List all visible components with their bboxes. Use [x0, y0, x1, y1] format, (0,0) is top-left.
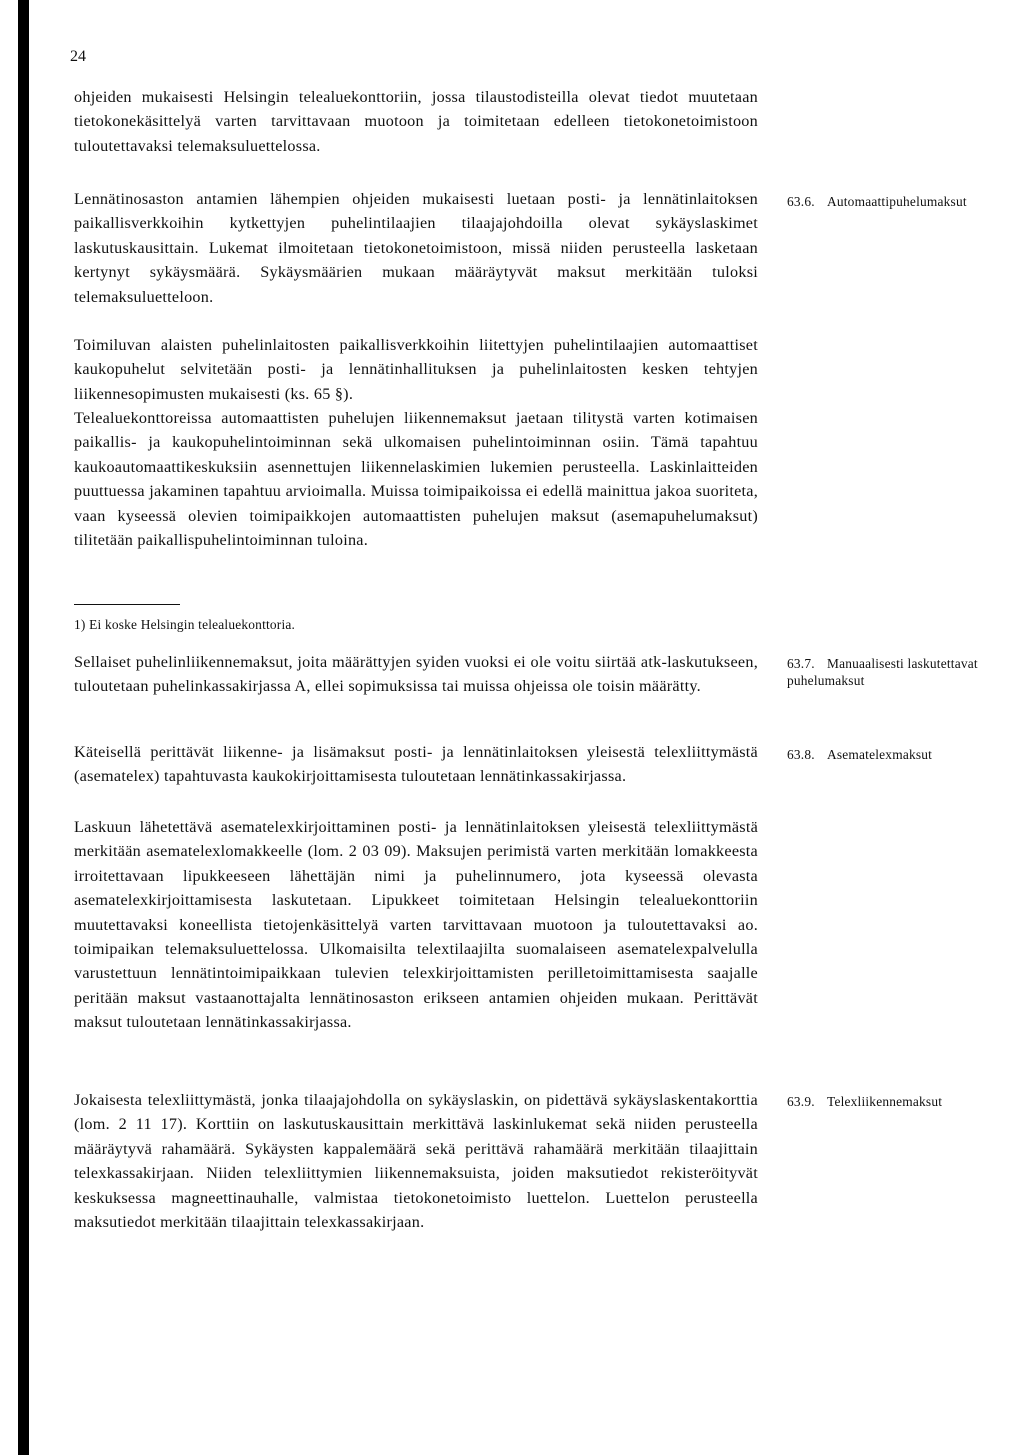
paragraph-automatic-call-fees: Lennätinosaston antamien lähempien ohjeiden mukaisesti luetaan posti- ja lennätinlaitoksen paikallisverkkoihin kytkettyjen puhelintilaajien tilaajajohdoilla olevat sykäyslaskimet laskutuskausittain. Lukemat ilmoitetaan tietokonetoimistoon, missä niiden perusteella lasketaan kertynyt sykäysmäärä. Sykäysmäärien mukaan määräytyvät maksut merkitään tuloksi telemaksuluetteloon. [74, 190, 758, 306]
margin-note-title: Automaattipuhelumaksut [827, 194, 967, 209]
footnote: 1) Ei koske Helsingin telealuekonttoria. [74, 617, 296, 632]
margin-note-63-6 [787, 193, 987, 210]
margin-note-number: 63.9. [787, 1094, 815, 1109]
margin-note-number: 63.8. [787, 747, 815, 762]
margin-note-63-7 [787, 655, 987, 689]
paragraph-intro: ohjeiden mukaisesti Helsingin telealuekonttoriin, jossa tilaustodisteilla olevat tiedot muutetaan tietokonekäsittelyä varten tarvittavaan muotoon ja toimitetaan edelleen tietokonetoimistoon tuloutettavaksi telemaksuluettelossa. [74, 88, 758, 155]
margin-note-title: Telexliikennemaksut [827, 1094, 943, 1109]
margin-note-title: Manuaalisesti laskutettavat puhelumaksut [787, 656, 978, 688]
margin-note-63-9 [787, 1093, 987, 1110]
paragraph-telex-traffic-fees: Jokaisesta telexliittymästä, jonka tilaajajohdolla on sykäyslaskin, on pidettävä sykäyslaskentakorttia (lom. 2 11 17). Korttiin on laskutuskausittain merkittävä laskinlukemat sekä niiden perusteella määräytyvä rahamäärä. Sykäysten kappalemäärä sekä perittävä rahamäärä merkitään tilaajittain telexkassakirjaan. Niiden telexliittymien liikennemaksuista, joiden maksutiedot rekisteröityvät keskuksessa magneettinauhalle, valmistaa tietokonetoimisto luettelon. Luettelon perusteella maksutiedot merkitään tilaajittain telexkassakirjaan. [74, 1091, 758, 1232]
page-number: 24 [70, 48, 86, 65]
margin-note-title: Asematelexmaksut [827, 747, 933, 762]
margin-note-number: 63.7. [787, 656, 815, 671]
paragraph-traffic-fee-division: Telealuekonttoreissa automaattisten puhelujen liikennemaksut jaetaan tilitystä varten kotimaisen paikallis- ja kaukopuhelintoiminnan sekä ulkomaisen puhelintoiminnan osiin. Tämä tapahtuu kaukoautomaattikeskuksiin asennettujen liikennelaskimien lukemien perusteella. Laskinlaitteiden puuttuessa jakaminen tapahtuu arvioimalla. Muissa toimipaikoissa ei edellä mainittua jakoa suoriteta, vaan kyseessä olevien toimipaikkojen automaattisten puhelujen maksut (asemapuhelumaksut) tilitetään paikallispuhelintoiminnan tuloina. [74, 409, 758, 550]
paragraph-licensed-operators: Toimiluvan alaisten puhelinlaitosten paikallisverkkoihin liitettyjen puhelintilaajien automaattiset kaukopuhelut selvitetään posti- ja lennätinhallituksen ja puhelinlaitosten kesken tehtyjen liikennesopimusten mukaisesti (ks. 65 §). [74, 336, 758, 403]
paragraph-telex-cash: Käteisellä perittävät liikenne- ja lisämaksut posti- ja lennätinlaitoksen yleisestä telexliittymästä (asematelex) tapahtuvasta kaukokirjoittamisesta tuloutetaan lennätinkassakirjassa. [74, 743, 758, 786]
paragraph-manual-call-fees: Sellaiset puhelinliikennemaksut, joita määrättyjen syiden vuoksi ei ole voitu siirtää atk-laskutukseen, tuloutetaan puhelinkassakirjassa A, ellei sopimuksissa tai muissa ohjeissa ole toisin määrätty. [74, 653, 758, 696]
margin-note-number: 63.6. [787, 194, 815, 209]
scan-edge-bar [18, 0, 29, 1455]
footnote-rule [74, 604, 180, 605]
paragraph-telex-invoice: Laskuun lähetettävä asematelexkirjoittaminen posti- ja lennätinlaitoksen yleisestä telexliittymästä merkitään asematelexlomakkeelle (lom. 2 03 09). Maksujen perimistä varten merkitään lomakkeesta irroitettavaan lipukkeeseen lähettäjän nimi ja puhelinnumero, jota kyseessä olevasta asematelexkirjoittamisesta laskutetaan. Lipukkeet toimitetaan Helsingin telealuekonttoriin muutettavaksi koneellista tietojenkäsittelyä varten tarvittavaan muotoon ja tuloutettavaksi ao. toimipaikan telemaksuluettelossa. Ulkomaisilta telextilaajilta suomalaiseen asematelexpalvelulla varustettuun lennätintoimipaikkaan tulevien telexkirjoittamisten perilletoimittamisesta saajalle peritään maksut vastaanottajalta lennätinosaston erikseen antamien ohjeiden mukaan. Perittävät maksut tuloutetaan lennätinkassakirjassa. [74, 818, 758, 1032]
margin-note-63-8 [787, 746, 987, 763]
